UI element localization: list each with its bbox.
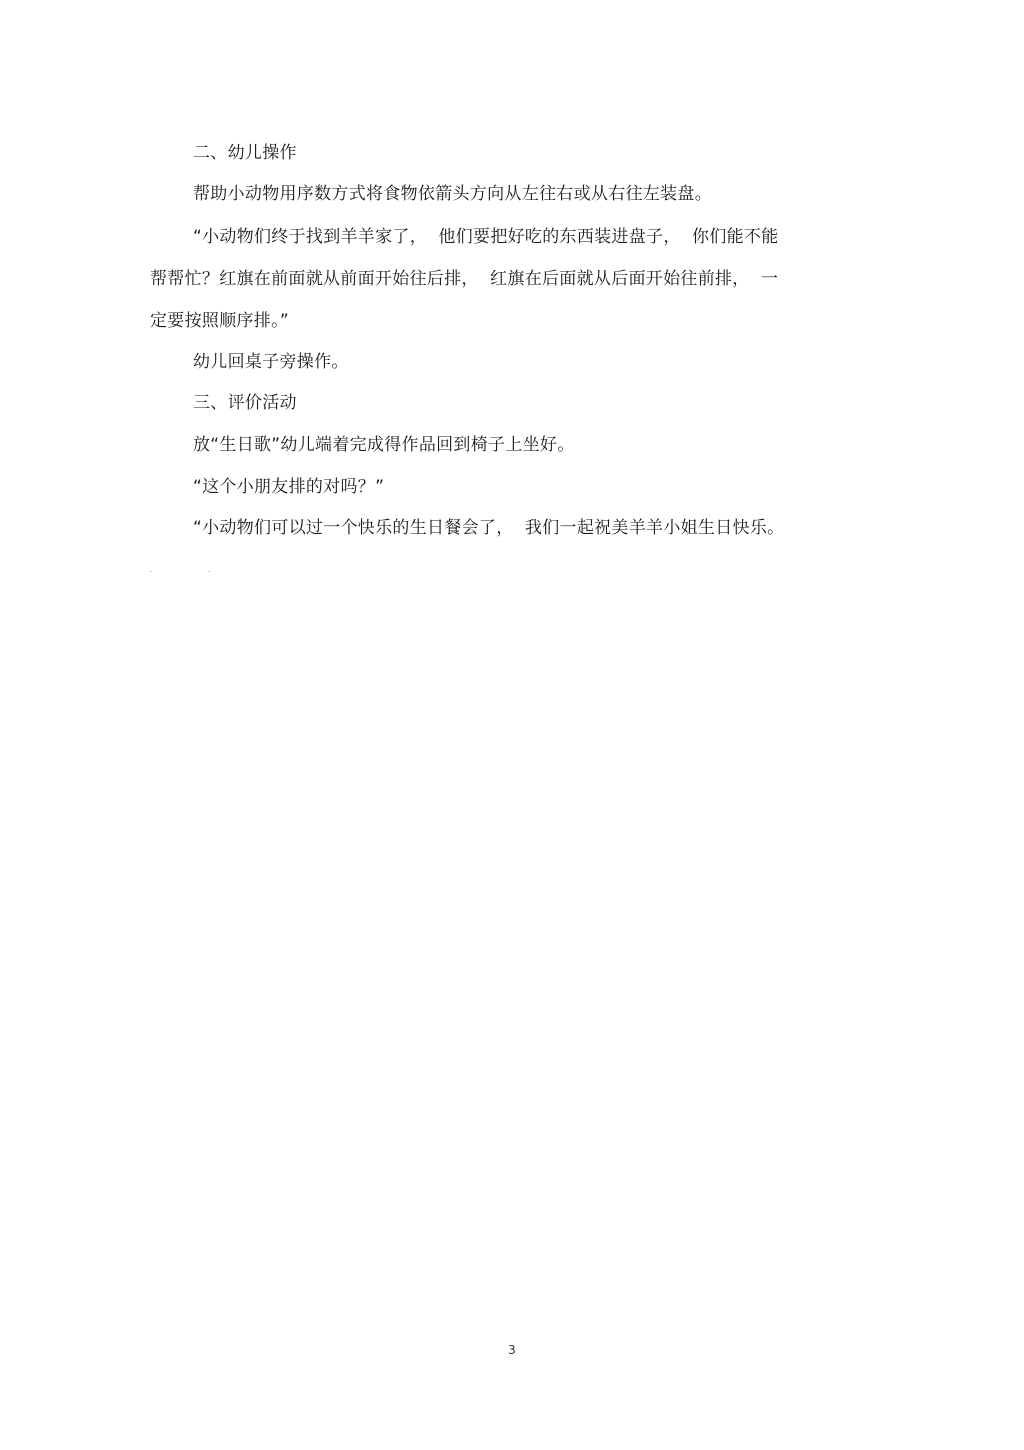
section-heading-child-operation: 二、幼儿操作 (193, 143, 297, 163)
paragraph-line: 放“生日歌”幼儿端着完成得作品回到椅子上坐好。 (193, 435, 575, 455)
scan-speck (150, 571, 152, 572)
scan-speck (208, 571, 210, 572)
paragraph-line: 帮助小动物用序数方式将食物依箭头方向从左往右或从右往左装盘。 (193, 184, 712, 204)
paragraph-line: “这个小朋友排的对吗？” (193, 477, 385, 497)
paragraph-line: “小动物们终于找到羊羊家了， 他们要把好吃的东西装进盘子， 你们能不能 (193, 227, 779, 247)
paragraph-line: 幼儿回桌子旁操作。 (193, 352, 349, 372)
paragraph-line: 帮帮忙？红旗在前面就从前面开始往后排， 红旗在后面就从后面开始往前排， 一 (150, 269, 779, 289)
page-number: 3 (508, 1343, 516, 1357)
section-heading-evaluation: 三、评价活动 (193, 393, 297, 413)
paragraph-line: 定要按照顺序排。” (150, 311, 290, 331)
paragraph-line: “小动物们可以过一个快乐的生日餐会了， 我们一起祝美羊羊小姐生日快乐。 (193, 518, 785, 538)
